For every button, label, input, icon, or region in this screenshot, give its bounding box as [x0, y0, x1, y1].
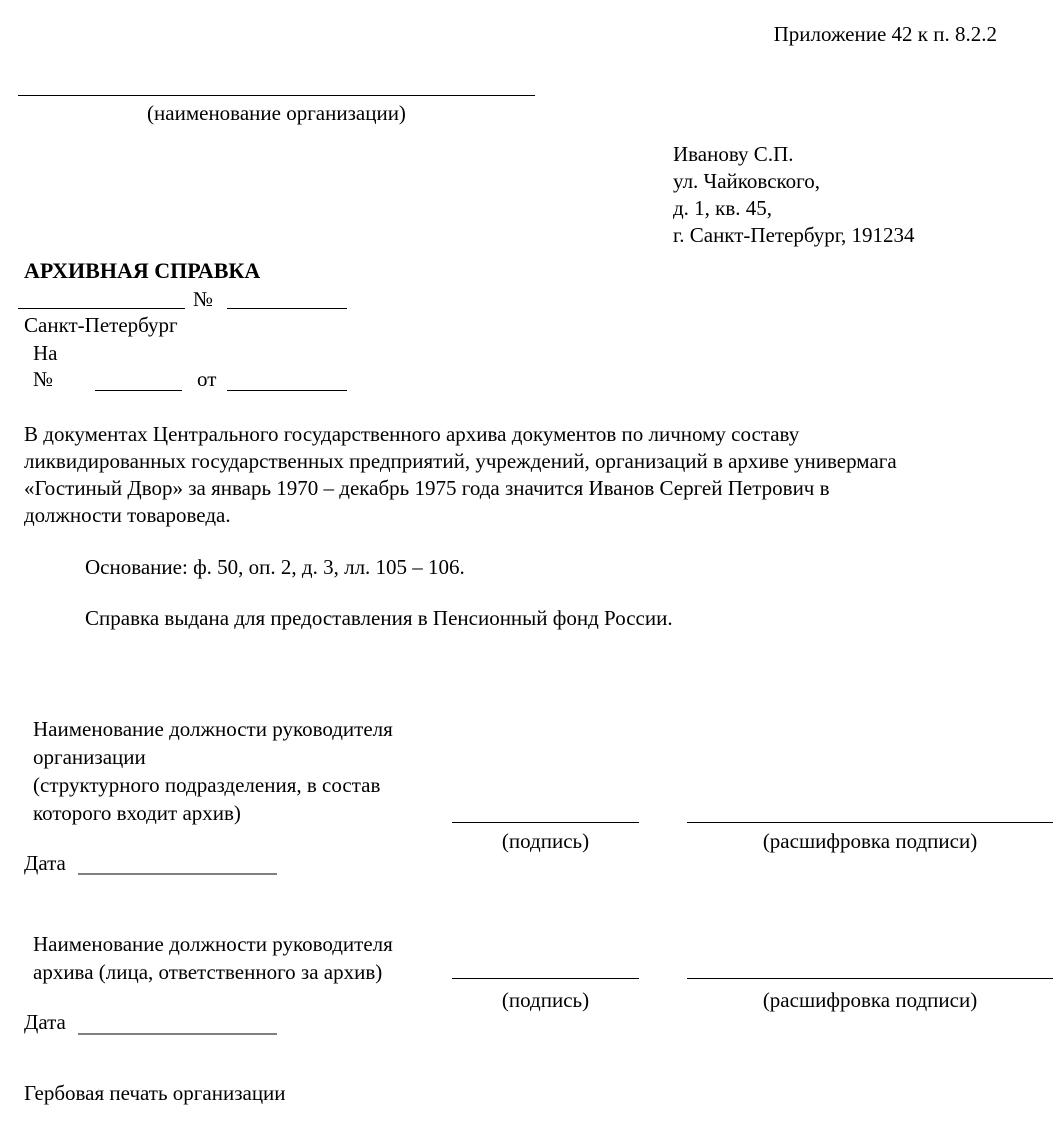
request-date-blank-line [227, 390, 347, 391]
head-of-organization-role [33, 715, 393, 827]
head-of-archive-role [33, 930, 393, 986]
issue-number-blank-line [227, 308, 347, 309]
organization-name-blank-line [18, 95, 535, 96]
appendix-note: Приложение 42 к п. 8.2.2 [773, 22, 997, 46]
addressee-house: д. 1, кв. 45, [673, 196, 773, 220]
request-on-label: На [33, 341, 58, 365]
date-blank-line [78, 873, 277, 875]
body-line: ликвидированных государственных предприятий, учреждений, организаций в архиве универмага [24, 449, 897, 473]
date-blank-line [78, 1033, 277, 1035]
body-line: должности товароведа. [24, 503, 231, 527]
transcript-blank-line [687, 822, 1053, 823]
role-line: организации [33, 745, 146, 769]
signature-caption: (подпись) [501, 829, 590, 853]
request-from-label: от [197, 367, 217, 391]
organization-name-caption: (наименование организации) [147, 101, 406, 125]
body-paragraph [24, 421, 1034, 529]
request-number-sign: № [33, 367, 54, 391]
document-title: АРХИВНАЯ СПРАВКА [24, 258, 261, 283]
role-line: (структурного подразделения, в состав [33, 773, 381, 797]
signature-blank-line [452, 978, 639, 979]
city-name: Санкт-Петербург [24, 313, 178, 337]
date-label: Дата [24, 1010, 66, 1034]
addressee-street: ул. Чайковского, [673, 169, 820, 193]
signature-caption: (подпись) [501, 988, 590, 1012]
transcript-blank-line [687, 978, 1053, 979]
signature-blank-line [452, 822, 639, 823]
date-label: Дата [24, 851, 66, 875]
addressee-name: Иванову С.П. [673, 142, 794, 166]
number-sign: № [193, 287, 214, 311]
role-line: Наименование должности руководителя [33, 932, 393, 956]
addressee-block [673, 141, 915, 249]
body-line: «Гостиный Двор» за январь 1970 – декабрь 1975 года значится Иванов Сергей Петрович в [24, 476, 830, 500]
purpose-line: Справка выдана для предоставления в Пенсионный фонд России. [85, 606, 673, 630]
basis-line: Основание: ф. 50, оп. 2, д. 3, лл. 105 – 106. [85, 555, 465, 579]
transcript-caption: (расшифровка подписи) [762, 829, 978, 853]
role-line: которого входит архив) [33, 801, 241, 825]
body-line: В документах Центрального государственного архива документов по личному составу [24, 422, 800, 446]
request-number-blank-line [95, 390, 182, 391]
issue-date-blank-line [18, 308, 185, 309]
addressee-city: г. Санкт-Петербург, 191234 [673, 223, 915, 247]
role-line: архива (лица, ответственного за архив) [33, 960, 383, 984]
transcript-caption: (расшифровка подписи) [762, 988, 978, 1012]
seal-note: Гербовая печать организации [24, 1081, 286, 1105]
role-line: Наименование должности руководителя [33, 717, 393, 741]
